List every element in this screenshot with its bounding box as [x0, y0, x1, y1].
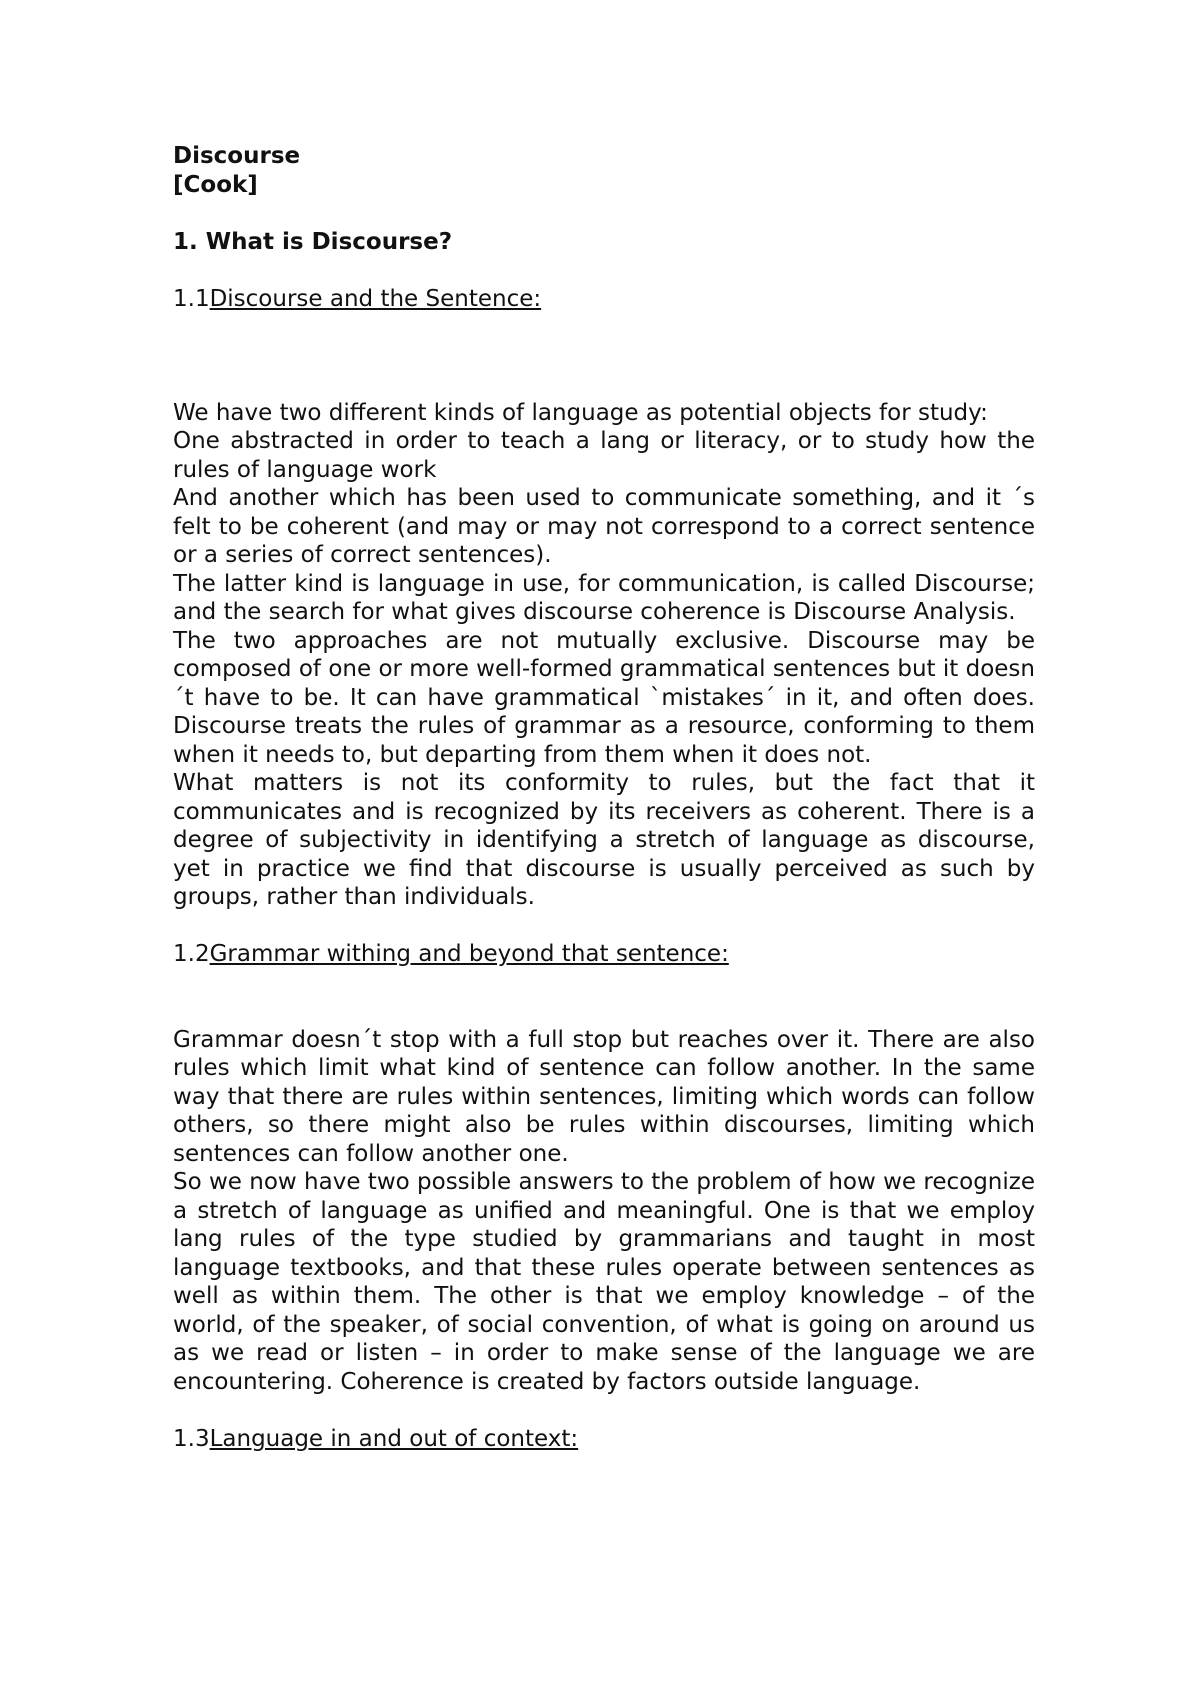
- section-heading-1-3: [173, 1425, 1035, 1454]
- section-number: 1.3: [173, 1425, 210, 1452]
- document-title: Discourse: [173, 143, 301, 169]
- paragraph: What matters is not its conformity to rules, but the fact that it communicates and is recognized by its receivers as coherent. There is a degree of subjectivity in identifying a stretch of language as discourse, yet in practice we find that discourse is usually perceived as such by groups, rather than individuals.: [173, 770, 1035, 910]
- spacer: [173, 256, 1035, 285]
- spacer: [173, 313, 1035, 399]
- section-heading-1-1: [173, 285, 1035, 314]
- paragraph: We have two different kinds of language as potential objects for study:: [173, 399, 988, 426]
- paragraph: The two approaches are not mutually exclusive. Discourse may be composed of one or more well-formed grammatical sentences but it doesn´t have to be. It can have grammatical `mistakes´ in it, and often does. Discourse treats the rules of grammar as a resource, conforming to them when it needs to, but departing from them when it does not.: [173, 627, 1035, 768]
- section-number: 1.1: [173, 285, 210, 312]
- paragraph: One abstracted in order to teach a lang or literacy, or to study how the rules of language work: [173, 428, 1035, 483]
- spacer: [173, 199, 1035, 228]
- section-title: Discourse and the Sentence:: [209, 285, 542, 312]
- chapter-heading: 1. What is Discourse?: [173, 228, 453, 255]
- paragraph: And another which has been used to communicate something, and it ´s felt to be coherent (and may or may not correspond to a correct sentence or a series of correct sentences).: [173, 485, 1035, 568]
- document-author: [Cook]: [173, 171, 258, 198]
- paragraph: Grammar doesn´t stop with a full stop but reaches over it. There are also rules which limit what kind of sentence can follow another. In the same way that there are rules within sentences, limiting which words can follow others, so there might also be rules within discourses, limiting which sentences can follow another one.: [173, 1026, 1035, 1167]
- spacer: [173, 969, 1035, 1026]
- section-title: Grammar withing and beyond that sentence:: [209, 941, 729, 967]
- section-title: Language in and out of context:: [209, 1425, 579, 1452]
- document-page: [173, 142, 1035, 1453]
- spacer: [173, 1396, 1035, 1425]
- paragraph: The latter kind is language in use, for communication, is called Discourse; and the search for what gives discourse coherence is Discourse Analysis.: [173, 570, 1035, 625]
- paragraph: So we now have two possible answers to the problem of how we recognize a stretch of language as unified and meaningful. One is that we employ lang rules of the type studied by grammarians and taught in most language textbooks, and that these rules operate between sentences as well as within them. The other is that we employ knowledge – of the world, of the speaker, of social convention, of what is going on around us as we read or listen – in order to make sense of the language we are encountering. Coherence is created by factors outside language.: [173, 1169, 1035, 1395]
- section-number: 1.2: [173, 941, 210, 967]
- spacer: [173, 912, 1035, 941]
- section-heading-1-2: [173, 940, 1035, 969]
